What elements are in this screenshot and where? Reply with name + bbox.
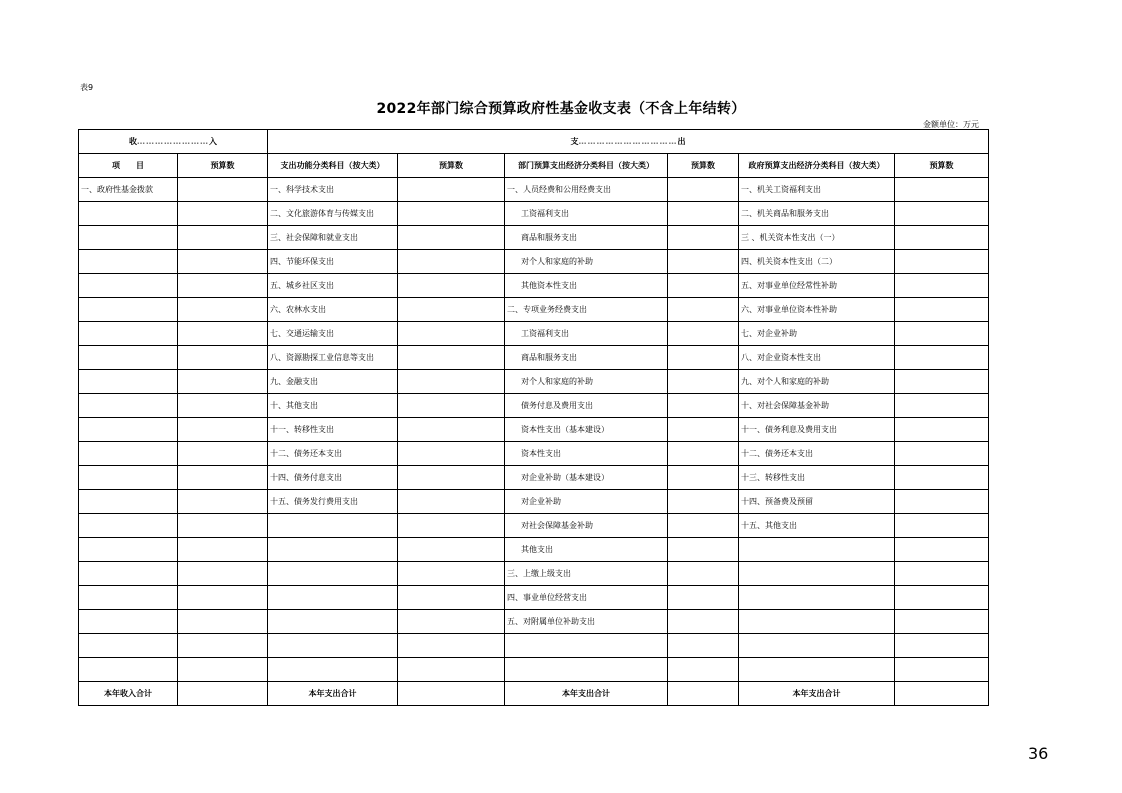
func-budget-cell <box>398 442 505 466</box>
gov-budget-cell <box>895 178 989 202</box>
column-header-row <box>79 154 989 178</box>
dept-budget-cell <box>668 658 739 682</box>
income-budget-cell <box>178 514 268 538</box>
gov-item-cell: 七、对企业补助 <box>739 322 895 346</box>
budget-table <box>78 129 989 706</box>
income-item-cell <box>79 466 178 490</box>
func-budget-cell <box>398 418 505 442</box>
gov-item-cell <box>739 562 895 586</box>
page-title: 2022年部门综合预算政府性基金收支表（不含上年结转） <box>376 101 746 117</box>
func-item-cell <box>268 562 398 586</box>
income-total-label: 本年收入合计 <box>79 682 178 706</box>
gov-budget-cell <box>895 634 989 658</box>
dept-budget-cell <box>668 298 739 322</box>
dept-budget-cell <box>668 322 739 346</box>
gov-item-cell <box>739 634 895 658</box>
col-header-dept-econ-class: 部门预算支出经济分类科目（按大类） <box>505 154 668 178</box>
table-row <box>79 418 989 442</box>
income-budget-cell <box>178 394 268 418</box>
table-row <box>79 562 989 586</box>
func-item-cell: 十二、债务还本支出 <box>268 442 398 466</box>
gov-item-cell: 五、对事业单位经常性补助 <box>739 274 895 298</box>
table-row <box>79 202 989 226</box>
func-total-label: 本年支出合计 <box>268 682 398 706</box>
gov-budget-cell <box>895 658 989 682</box>
func-item-cell: 四、节能环保支出 <box>268 250 398 274</box>
dept-item-cell: 五、对附属单位补助支出 <box>505 610 668 634</box>
dept-item-cell: 其他支出 <box>505 538 668 562</box>
func-item-cell: 八、资源勘探工业信息等支出 <box>268 346 398 370</box>
gov-item-cell <box>739 586 895 610</box>
dept-item-cell: 二、专项业务经费支出 <box>505 298 668 322</box>
income-budget-cell <box>178 658 268 682</box>
dept-budget-cell <box>668 490 739 514</box>
dept-budget-cell <box>668 274 739 298</box>
func-budget-cell <box>398 514 505 538</box>
col-header-item: 项 目 <box>79 154 178 178</box>
dept-total-value <box>668 682 739 706</box>
gov-item-cell: 九、对个人和家庭的补助 <box>739 370 895 394</box>
gov-total-value <box>895 682 989 706</box>
col-header-budget: 预算数 <box>178 154 268 178</box>
page-number: 36 <box>1028 744 1049 763</box>
dept-item-cell: 资本性支出（基本建设） <box>505 418 668 442</box>
income-item-cell <box>79 634 178 658</box>
dept-budget-cell <box>668 226 739 250</box>
income-item-cell <box>79 274 178 298</box>
dept-item-cell: 商品和服务支出 <box>505 346 668 370</box>
income-item-cell <box>79 586 178 610</box>
table-row <box>79 394 989 418</box>
func-budget-cell <box>398 202 505 226</box>
func-item-cell <box>268 634 398 658</box>
func-item-cell <box>268 586 398 610</box>
gov-item-cell: 十三、转移性支出 <box>739 466 895 490</box>
table-row <box>79 586 989 610</box>
dept-item-cell: 债务付息及费用支出 <box>505 394 668 418</box>
dept-budget-cell <box>668 178 739 202</box>
gov-budget-cell <box>895 466 989 490</box>
dept-item-cell: 对个人和家庭的补助 <box>505 250 668 274</box>
gov-budget-cell <box>895 346 989 370</box>
func-item-cell: 十、其他支出 <box>268 394 398 418</box>
func-item-cell: 九、金融支出 <box>268 370 398 394</box>
func-item-cell <box>268 658 398 682</box>
income-total-value <box>178 682 268 706</box>
gov-item-cell: 十一、债务利息及费用支出 <box>739 418 895 442</box>
income-budget-cell <box>178 322 268 346</box>
dept-budget-cell <box>668 442 739 466</box>
func-item-cell: 六、农林水支出 <box>268 298 398 322</box>
income-item-cell <box>79 202 178 226</box>
table-row <box>79 514 989 538</box>
func-item-cell: 一、科学技术支出 <box>268 178 398 202</box>
table-row <box>79 346 989 370</box>
dept-item-cell: 工资福利支出 <box>505 322 668 346</box>
table-row <box>79 274 989 298</box>
income-item-cell <box>79 514 178 538</box>
dept-budget-cell <box>668 634 739 658</box>
dept-budget-cell <box>668 610 739 634</box>
gov-item-cell: 二、机关商品和服务支出 <box>739 202 895 226</box>
table-row <box>79 610 989 634</box>
gov-item-cell: 十五、其他支出 <box>739 514 895 538</box>
gov-total-label: 本年支出合计 <box>739 682 895 706</box>
col-header-budget: 预算数 <box>668 154 739 178</box>
table-row <box>79 442 989 466</box>
func-budget-cell <box>398 586 505 610</box>
table-row <box>79 298 989 322</box>
dept-budget-cell <box>668 202 739 226</box>
gov-budget-cell <box>895 370 989 394</box>
income-budget-cell <box>178 298 268 322</box>
table-row <box>79 634 989 658</box>
gov-budget-cell <box>895 226 989 250</box>
gov-item-cell: 四、机关资本性支出（二） <box>739 250 895 274</box>
table-row <box>79 538 989 562</box>
gov-item-cell <box>739 658 895 682</box>
func-budget-cell <box>398 538 505 562</box>
func-budget-cell <box>398 370 505 394</box>
func-budget-cell <box>398 610 505 634</box>
col-header-func-class: 支出功能分类科目（按大类） <box>268 154 398 178</box>
func-item-cell: 二、文化旅游体育与传媒支出 <box>268 202 398 226</box>
dept-item-cell: 三、上缴上级支出 <box>505 562 668 586</box>
func-budget-cell <box>398 562 505 586</box>
income-item-cell <box>79 226 178 250</box>
func-item-cell: 七、交通运输支出 <box>268 322 398 346</box>
dept-item-cell: 资本性支出 <box>505 442 668 466</box>
func-budget-cell <box>398 394 505 418</box>
gov-item-cell: 六、对事业单位资本性补助 <box>739 298 895 322</box>
dept-item-cell: 对个人和家庭的补助 <box>505 370 668 394</box>
func-item-cell: 五、城乡社区支出 <box>268 274 398 298</box>
income-item-cell <box>79 394 178 418</box>
gov-item-cell: 一、机关工资福利支出 <box>739 178 895 202</box>
col-header-budget: 预算数 <box>398 154 505 178</box>
income-budget-cell <box>178 274 268 298</box>
income-item-cell <box>79 250 178 274</box>
func-budget-cell <box>398 466 505 490</box>
income-budget-cell <box>178 178 268 202</box>
table-number: 表9 <box>80 83 94 92</box>
func-budget-cell <box>398 250 505 274</box>
dept-total-label: 本年支出合计 <box>505 682 668 706</box>
gov-budget-cell <box>895 442 989 466</box>
income-budget-cell <box>178 610 268 634</box>
func-item-cell <box>268 610 398 634</box>
gov-budget-cell <box>895 514 989 538</box>
dept-budget-cell <box>668 562 739 586</box>
func-budget-cell <box>398 298 505 322</box>
gov-item-cell <box>739 610 895 634</box>
gov-budget-cell <box>895 322 989 346</box>
dept-item-cell <box>505 658 668 682</box>
income-item-cell <box>79 442 178 466</box>
gov-budget-cell <box>895 394 989 418</box>
dept-budget-cell <box>668 346 739 370</box>
income-budget-cell <box>178 202 268 226</box>
dept-item-cell: 商品和服务支出 <box>505 226 668 250</box>
table-row <box>79 250 989 274</box>
income-budget-cell <box>178 226 268 250</box>
col-header-gov-econ-class: 政府预算支出经济分类科目（按大类） <box>739 154 895 178</box>
gov-item-cell: 十二、债务还本支出 <box>739 442 895 466</box>
gov-budget-cell <box>895 610 989 634</box>
income-item-cell <box>79 370 178 394</box>
gov-budget-cell <box>895 418 989 442</box>
dept-budget-cell <box>668 538 739 562</box>
dept-item-cell: 其他资本性支出 <box>505 274 668 298</box>
dept-item-cell: 一、人员经费和公用经费支出 <box>505 178 668 202</box>
func-item-cell <box>268 514 398 538</box>
gov-budget-cell <box>895 202 989 226</box>
dept-item-cell: 工资福利支出 <box>505 202 668 226</box>
func-budget-cell <box>398 226 505 250</box>
income-budget-cell <box>178 370 268 394</box>
func-budget-cell <box>398 346 505 370</box>
dept-item-cell: 对社会保障基金补助 <box>505 514 668 538</box>
income-budget-cell <box>178 538 268 562</box>
income-budget-cell <box>178 562 268 586</box>
func-budget-cell <box>398 634 505 658</box>
gov-budget-cell <box>895 274 989 298</box>
gov-budget-cell <box>895 538 989 562</box>
func-total-value <box>398 682 505 706</box>
dept-budget-cell <box>668 418 739 442</box>
table-row <box>79 226 989 250</box>
gov-item-cell: 三 、机关资本性支出（一） <box>739 226 895 250</box>
gov-item-cell <box>739 538 895 562</box>
table-row <box>79 658 989 682</box>
gov-budget-cell <box>895 250 989 274</box>
income-item-cell <box>79 322 178 346</box>
func-item-cell: 十五、债务发行费用支出 <box>268 490 398 514</box>
dept-budget-cell <box>668 514 739 538</box>
income-item-cell <box>79 610 178 634</box>
table-row <box>79 178 989 202</box>
gov-budget-cell <box>895 490 989 514</box>
table-row <box>79 370 989 394</box>
income-budget-cell <box>178 634 268 658</box>
income-budget-cell <box>178 346 268 370</box>
gov-item-cell: 十四、预备费及预留 <box>739 490 895 514</box>
gov-budget-cell <box>895 586 989 610</box>
col-header-budget: 预算数 <box>895 154 989 178</box>
gov-item-cell: 十、对社会保障基金补助 <box>739 394 895 418</box>
income-budget-cell <box>178 442 268 466</box>
dept-budget-cell <box>668 586 739 610</box>
dept-budget-cell <box>668 394 739 418</box>
income-item-cell <box>79 562 178 586</box>
func-item-cell: 十四、债务付息支出 <box>268 466 398 490</box>
income-item-cell <box>79 658 178 682</box>
income-budget-cell <box>178 490 268 514</box>
income-item-cell <box>79 298 178 322</box>
income-budget-cell <box>178 418 268 442</box>
func-budget-cell <box>398 274 505 298</box>
income-budget-cell <box>178 586 268 610</box>
func-item-cell: 三、社会保障和就业支出 <box>268 226 398 250</box>
income-budget-cell <box>178 250 268 274</box>
section-header-row <box>79 130 989 154</box>
dept-item-cell <box>505 634 668 658</box>
amount-unit: 金额单位：万元 <box>923 120 979 129</box>
gov-item-cell: 八、对企业资本性支出 <box>739 346 895 370</box>
income-budget-cell <box>178 466 268 490</box>
income-section-header: 收……………………入 <box>79 130 268 154</box>
func-budget-cell <box>398 322 505 346</box>
dept-budget-cell <box>668 466 739 490</box>
dept-budget-cell <box>668 370 739 394</box>
income-item-cell <box>79 346 178 370</box>
table-row <box>79 322 989 346</box>
total-row <box>79 682 989 706</box>
income-item-cell: 一、政府性基金拨款 <box>79 178 178 202</box>
dept-item-cell: 对企业补助 <box>505 490 668 514</box>
dept-item-cell: 对企业补助（基本建设） <box>505 466 668 490</box>
func-budget-cell <box>398 658 505 682</box>
income-item-cell <box>79 538 178 562</box>
dept-item-cell: 四、事业单位经营支出 <box>505 586 668 610</box>
gov-budget-cell <box>895 298 989 322</box>
income-item-cell <box>79 490 178 514</box>
expense-section-header: 支……………………………出 <box>268 130 989 154</box>
dept-budget-cell <box>668 250 739 274</box>
gov-budget-cell <box>895 562 989 586</box>
income-item-cell <box>79 418 178 442</box>
func-budget-cell <box>398 178 505 202</box>
func-item-cell: 十一、转移性支出 <box>268 418 398 442</box>
func-item-cell <box>268 538 398 562</box>
table-row <box>79 490 989 514</box>
table-row <box>79 466 989 490</box>
func-budget-cell <box>398 490 505 514</box>
